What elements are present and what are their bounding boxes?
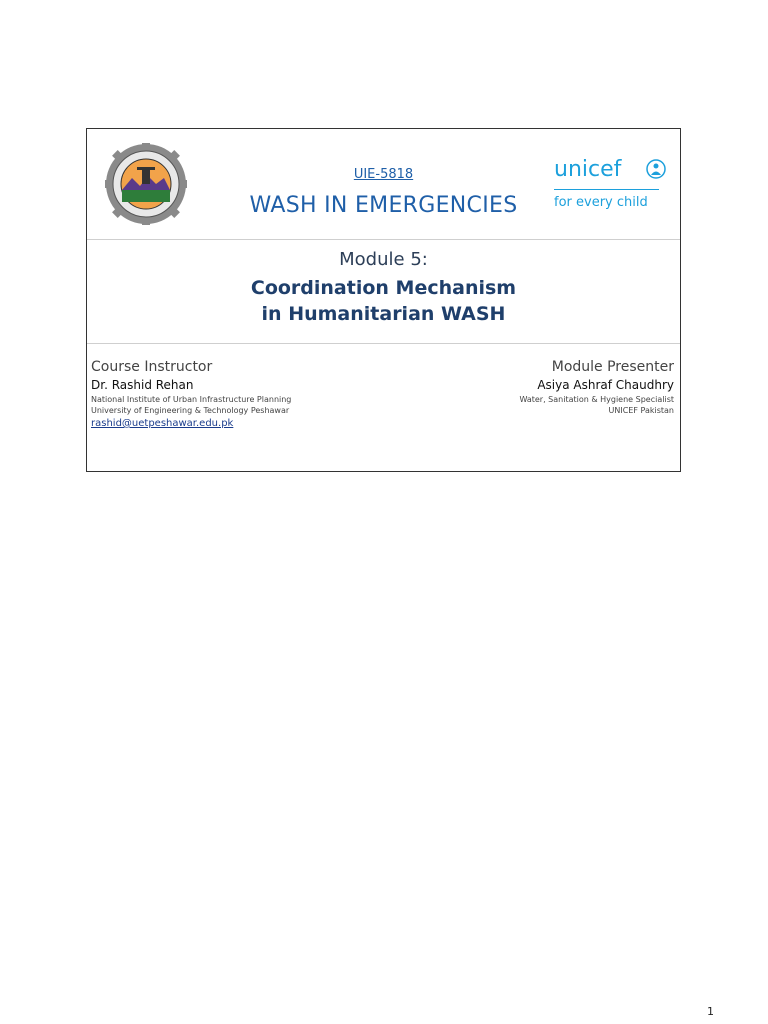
presenter-organization: UNICEF Pakistan [608,406,674,415]
unicef-tagline: for every child [554,195,648,210]
course-title: WASH IN EMERGENCIES [249,193,518,218]
presenter-name: Asiya Ashraf Chaudhry [537,378,674,392]
course-code-link[interactable]: UIE-5818 [353,167,414,182]
unicef-globe-icon [646,159,666,179]
module-title [87,275,680,327]
page-number: 1 [707,1005,714,1018]
instructor-name: Dr. Rashid Rehan [91,378,194,392]
module-number: Module 5: [339,249,428,270]
header-divider [87,239,680,240]
module-presenter-block [394,359,674,416]
unicef-wordmark: unicef [554,157,622,182]
module-divider [87,343,680,344]
instructor-label: Course Instructor [91,359,213,375]
slide [86,128,681,472]
module-title-line-2: in Humanitarian WASH [261,303,506,325]
instructor-affiliation-2: University of Engineering & Technology Peshawar [91,406,290,415]
instructor-affiliation-1: National Institute of Urban Infrastructure Planning [91,395,292,404]
course-instructor-block [91,359,371,429]
slide-header [87,129,680,239]
unicef-logo [554,157,666,217]
module-title-line-1: Coordination Mechanism [250,277,517,299]
instructor-email-link[interactable]: rashid@uetpeshawar.edu.pk [91,418,234,429]
presenter-role: Water, Sanitation & Hygiene Specialist [519,395,674,404]
unicef-rule [554,189,659,190]
presenter-label: Module Presenter [551,359,674,375]
